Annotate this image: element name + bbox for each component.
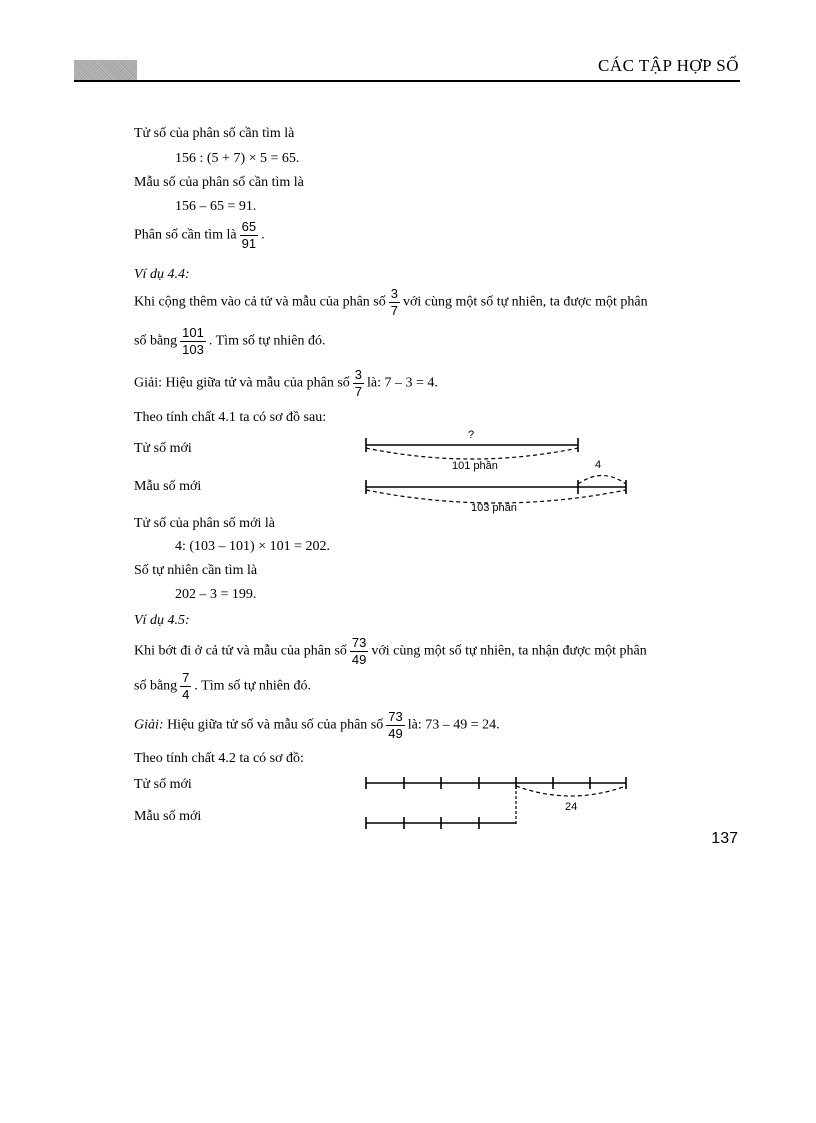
text-line: Theo tính chất 4.2 ta có sơ đồ: <box>134 751 304 766</box>
equation-line: 156 – 65 = 91. <box>175 199 257 214</box>
fraction: $\frac{3}{7}$ <box>390 286 398 318</box>
label-24: 24 <box>565 801 578 813</box>
fraction: $\frac{3}{7}$ <box>354 367 363 399</box>
text-line: Tử số của phân số cần tìm là <box>134 126 295 141</box>
text-line: Theo tính chất 4.1 ta có sơ đồ sau: <box>134 410 327 425</box>
label-101-parts: 101 phần <box>452 460 498 472</box>
equation-line: 4: (103 – 101) × 101 = 202. <box>175 539 331 554</box>
brace-24 <box>516 786 626 796</box>
fraction: $\frac{73}{49}$ <box>388 709 403 741</box>
example-heading: Ví dụ 4.4: <box>134 267 190 282</box>
text-line: Mẫu số của phân số cần tìm là <box>134 175 304 190</box>
solution-line: Giải: Hiệu giữa tử và mẫu của phân số $\frac{3}{7}$ là: 7 – 3 = 4. <box>134 367 438 399</box>
page-number: 137 <box>711 830 738 847</box>
diagram-row-label: Mẫu số mới <box>134 479 202 494</box>
text-line: Số tự nhiên cần tìm là <box>134 563 258 578</box>
diagram-row-label: Tử số mới <box>134 441 192 456</box>
answer-line: Phân số cần tìm là $\frac{65}{91}$ . <box>134 219 265 251</box>
text-line: Tử số của phân số mới là <box>134 516 275 531</box>
running-header-title: CÁC TẬP HỢP SỐ <box>598 56 739 75</box>
example-heading: Ví dụ 4.5: <box>134 613 190 628</box>
equation-line: 156 : (5 + 7) × 5 = 65. <box>175 151 300 166</box>
label-unknown: ? <box>468 429 475 441</box>
label-103-parts: 103 phần <box>471 502 517 514</box>
question-line: số bằng $\frac{7}{4}$ . Tìm số tự nhiên đó. <box>134 670 312 702</box>
diagram-row-label: Tử số mới <box>134 777 192 792</box>
fraction: $\frac{73}{49}$ <box>351 635 367 667</box>
equation-line: 202 – 3 = 199. <box>175 587 257 602</box>
fraction: $\frac{101}{103}$ <box>182 325 204 357</box>
fraction: $\frac{7}{4}$ <box>182 670 190 702</box>
question-line: số bằng $\frac{101}{103}$ . Tìm số tự nhiên đó. <box>134 325 326 357</box>
solution-line: Giải: Hiệu giữa tử số và mẫu số của phân số $\frac{73}{49}$ là: 73 – 49 = 24. <box>134 709 500 741</box>
diagram-row-label: Mẫu số mới <box>134 809 202 824</box>
fraction: $\frac{65}{91}$ <box>241 219 257 251</box>
label-4: 4 <box>595 459 602 471</box>
question-line: Khi cộng thêm vào cả tử và mẫu của phân số $\frac{3}{7}$ với cùng một số tự nhiên, ta được một phân <box>134 286 648 318</box>
question-line: Khi bớt đi ở cả tử và mẫu của phân số $\frac{73}{49}$ với cùng một số tự nhiên, ta nhận được một phân <box>134 635 647 667</box>
